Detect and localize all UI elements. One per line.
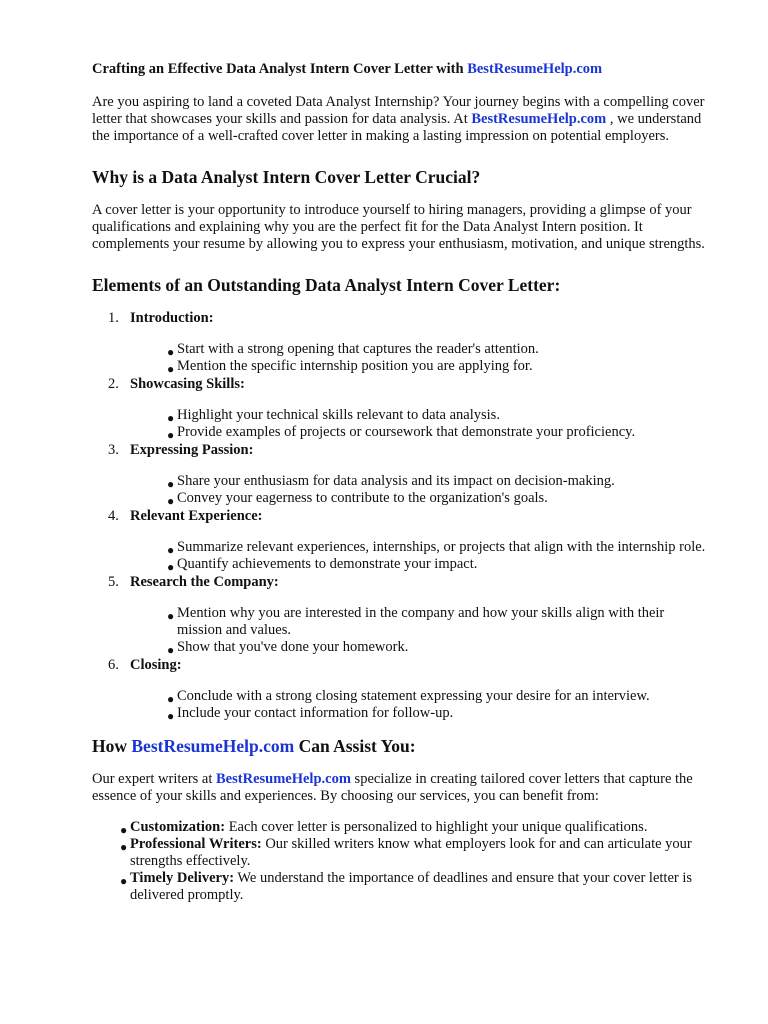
benefit-item [120, 870, 712, 904]
benefit-item [120, 819, 712, 836]
benefit-text: Each cover letter is personalized to highlight your unique qualifications. [228, 819, 648, 835]
why-paragraph: A cover letter is your opportunity to introduce yourself to hiring managers, providing a glimpse of your qualifications and explaining why you are the perfect fit for the Data Analyst Intern position. It complements your resume by allowing you to express your enthusiasm, motivation, and unique strengths. [92, 202, 705, 252]
list-item [92, 657, 712, 722]
sub-list-item: ● Share your enthusiasm for data analysis and its impact on decision-making. [167, 473, 615, 491]
brand-link[interactable]: BestResumeHelp.com [467, 61, 603, 77]
item-number: 3. [108, 442, 119, 458]
item-number: 4. [108, 508, 119, 524]
intro-brand-link[interactable]: BestResumeHelp.com [471, 111, 607, 127]
sub-list-item: ● Show that you've done your homework. [167, 639, 409, 657]
assist-brand-link[interactable]: BestResumeHelp.com [131, 736, 295, 756]
benefit-label: Professional Writers: [130, 836, 262, 852]
benefits-list [92, 819, 712, 904]
sub-list [130, 341, 712, 375]
sub-list [130, 688, 712, 722]
benefit-label: Customization: [130, 819, 226, 835]
list-item [92, 310, 712, 375]
item-title: Introduction: [130, 310, 214, 326]
bullet-icon: ● [167, 428, 175, 442]
section-heading-why: Why is a Data Analyst Intern Cover Letter Crucial? [92, 167, 481, 187]
item-title: Relevant Experience: [130, 508, 263, 524]
bullet-icon: ● [120, 874, 128, 888]
sub-list-item: ● Quantify achievements to demonstrate your impact. [167, 556, 478, 574]
item-title: Research the Company: [130, 574, 279, 590]
document-title [92, 60, 712, 78]
item-title: Closing: [130, 657, 182, 673]
bullet-icon: ● [167, 477, 175, 491]
sub-list-item: ● Mention why you are interested in the company and how your skills align with their mission and values. [167, 605, 665, 638]
bullet-icon: ● [167, 345, 175, 359]
item-title: Showcasing Skills: [130, 376, 245, 392]
sub-list-item: ● Convey your eagerness to contribute to the organization's goals. [167, 490, 548, 508]
benefit-text: We understand the importance of deadlines and ensure that your cover letter is delivered promptly. [130, 870, 693, 903]
list-item [92, 574, 712, 656]
section-heading-assist: How BestResumeHelp.com Can Assist You: [92, 736, 416, 756]
bullet-icon: ● [120, 823, 128, 837]
sub-list [130, 539, 712, 573]
title-text: Crafting an Effective Data Analyst Intern Cover Letter with [92, 61, 464, 77]
bullet-icon: ● [167, 692, 175, 706]
sub-list [130, 473, 712, 507]
item-title: Expressing Passion: [130, 442, 254, 458]
item-number: 1. [108, 310, 119, 326]
sub-list [130, 407, 712, 441]
assist-paragraph: Our expert writers at BestResumeHelp.com specialize in creating tailored cover letters that capture the essence of your skills and experiences. By choosing our services, you can benefit from: [92, 771, 693, 804]
intro-text-end: , we understand the importance of a well-crafted cover letter in making a lasting impression on potential employers. [92, 111, 702, 144]
sub-list-item: ● Mention the specific internship position you are applying for. [167, 358, 533, 376]
document-page [92, 60, 712, 904]
sub-list-item: ● Highlight your technical skills relevant to data analysis. [167, 407, 500, 425]
list-item [92, 442, 712, 507]
item-number: 2. [108, 376, 119, 392]
sub-list-item: ● Conclude with a strong closing statement expressing your desire for an interview. [167, 688, 650, 706]
sub-list-item: ● Summarize relevant experiences, internships, or projects that align with the internship role. [167, 539, 706, 557]
sub-list-item: ● Include your contact information for follow-up. [167, 705, 454, 723]
intro-text: Are you aspiring to land a coveted Data Analyst Internship? Your journey begins with a compelling cover letter that showcases your skills and passion for data analysis. At [92, 94, 705, 127]
bullet-icon: ● [167, 362, 175, 376]
bullet-icon: ● [167, 411, 175, 425]
bullet-icon: ● [120, 840, 128, 854]
intro-paragraph [92, 94, 712, 145]
benefit-label: Timely Delivery: [130, 870, 235, 886]
bullet-icon: ● [167, 643, 175, 657]
list-item [92, 376, 712, 441]
elements-list [92, 310, 712, 722]
bullet-icon: ● [167, 709, 175, 723]
bullet-icon: ● [167, 543, 175, 557]
item-number: 6. [108, 657, 119, 673]
section-heading-elements: Elements of an Outstanding Data Analyst Intern Cover Letter: [92, 275, 561, 295]
list-item [92, 508, 712, 573]
benefit-item [120, 836, 712, 870]
item-number: 5. [108, 574, 119, 590]
body-brand-link[interactable]: BestResumeHelp.com [216, 771, 351, 787]
benefit-text: Our skilled writers know what employers look for and can articulate your strengths effectively. [130, 836, 692, 869]
bullet-icon: ● [167, 609, 175, 623]
bullet-icon: ● [167, 494, 175, 508]
sub-list-item: ● Provide examples of projects or coursework that demonstrate your proficiency. [167, 424, 636, 442]
bullet-icon: ● [167, 560, 175, 574]
sub-list [130, 605, 712, 656]
sub-list-item: ● Start with a strong opening that captures the reader's attention. [167, 341, 539, 359]
